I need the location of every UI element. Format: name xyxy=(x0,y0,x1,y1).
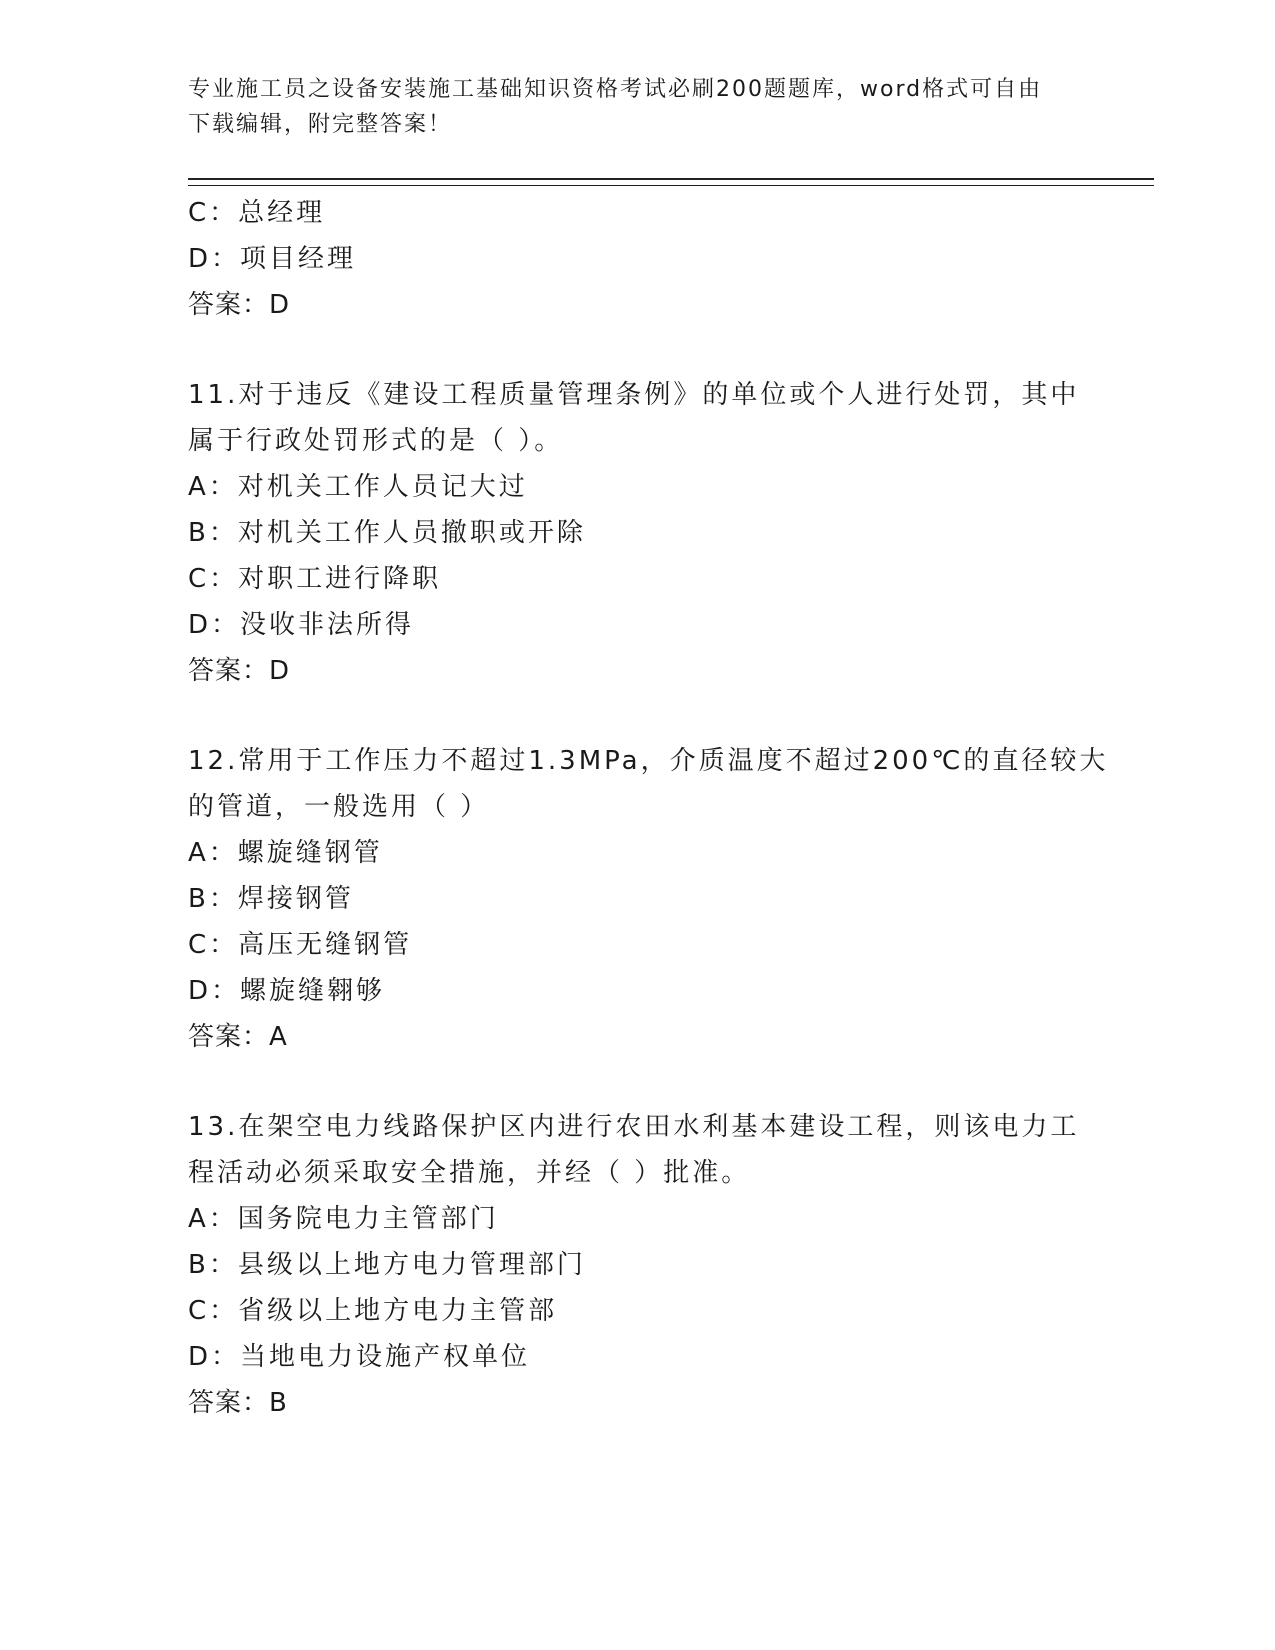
question-stem xyxy=(188,1104,1088,1196)
question-stem-line: 属于行政处罚形式的是（ ）。 xyxy=(188,426,564,456)
question-stem-line: 11.对于违反《建设工程质量管理条例》的单位或个人进行处罚，其中 xyxy=(188,380,1080,410)
previous-question-tail xyxy=(188,190,1088,328)
question-stem xyxy=(188,738,1109,830)
header-line-1: 专业施工员之设备安装施工基础知识资格考试必刷200题题库，word格式可自由 xyxy=(188,77,1043,102)
question-12 xyxy=(188,738,1109,1060)
question-13 xyxy=(188,1104,1088,1426)
answer-line: 答案：D xyxy=(188,290,291,320)
option-b: B：焊接钢管 xyxy=(188,884,354,914)
option-b: B：对机关工作人员撤职或开除 xyxy=(188,518,586,548)
option-d: D：当地电力设施产权单位 xyxy=(188,1342,531,1372)
option-b: B：县级以上地方电力管理部门 xyxy=(188,1250,586,1280)
document-header xyxy=(188,72,1078,142)
option-d: D：没收非法所得 xyxy=(188,610,415,640)
option-d: D：项目经理 xyxy=(188,244,357,274)
answer-line: 答案：D xyxy=(188,656,291,686)
question-stem-line: 的管道，一般选用（ ） xyxy=(188,792,490,822)
option-c: C：总经理 xyxy=(188,198,326,228)
answer-line: 答案：B xyxy=(188,1388,288,1418)
question-stem-line: 12.常用于工作压力不超过1.3MPa，介质温度不超过200℃的直径较大 xyxy=(188,746,1109,776)
option-c: C：省级以上地方电力主管部 xyxy=(188,1296,558,1326)
answer-line: 答案：A xyxy=(188,1022,288,1052)
header-divider xyxy=(188,178,1154,186)
option-a: A：螺旋缝钢管 xyxy=(188,838,383,868)
option-c: C：对职工进行降职 xyxy=(188,564,442,594)
question-stem xyxy=(188,372,1088,464)
header-line-2: 下载编辑，附完整答案！ xyxy=(188,112,453,137)
question-stem-line: 程活动必须采取安全措施，并经（ ）批准。 xyxy=(188,1158,751,1188)
option-c: C：高压无缝钢管 xyxy=(188,930,413,960)
question-11 xyxy=(188,372,1088,694)
option-d: D：螺旋缝翱够 xyxy=(188,976,386,1006)
question-stem-line: 13.在架空电力线路保护区内进行农田水利基本建设工程，则该电力工 xyxy=(188,1112,1080,1142)
option-a: A：国务院电力主管部门 xyxy=(188,1204,499,1234)
document-body xyxy=(188,190,1109,1470)
option-a: A：对机关工作人员记大过 xyxy=(188,472,528,502)
